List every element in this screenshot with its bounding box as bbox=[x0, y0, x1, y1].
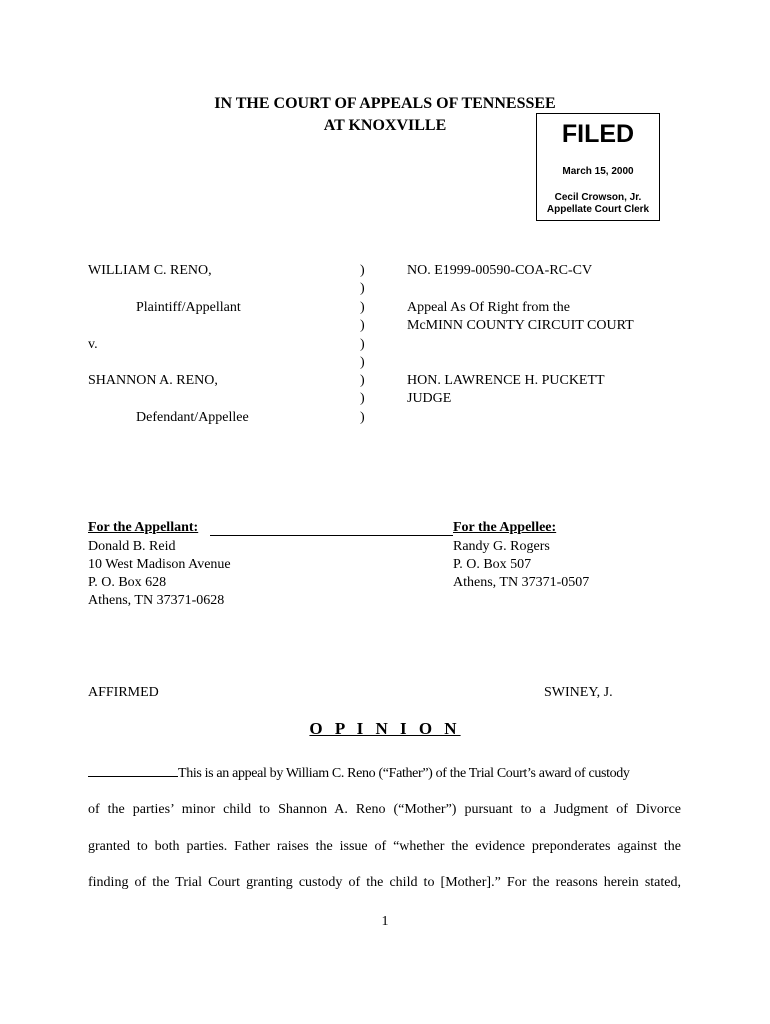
caption-paren: ) bbox=[360, 373, 365, 388]
caption-paren: ) bbox=[360, 281, 365, 296]
appellant-counsel-heading: For the Appellant: bbox=[88, 520, 199, 535]
counsel-heading-rule bbox=[210, 535, 453, 536]
body-line-3: granted to both parties. Father raises the issue of “whether the evidence preponderates against the bbox=[88, 839, 681, 854]
versus: v. bbox=[88, 337, 98, 352]
appellant-counsel-line: Athens, TN 37371-0628 bbox=[88, 593, 225, 608]
caption-paren: ) bbox=[360, 391, 365, 406]
clerk-name: Cecil Crowson, Jr. bbox=[554, 192, 642, 203]
filed-stamp-title: FILED bbox=[561, 120, 635, 148]
appellant-counsel-line: 10 West Madison Avenue bbox=[88, 557, 231, 572]
disposition: AFFIRMED bbox=[88, 685, 159, 700]
plaintiff-role: Plaintiff/Appellant bbox=[136, 300, 241, 315]
body-line-4: finding of the Trial Court granting custody of the child to [Mother].” For the reasons herein stated, bbox=[88, 875, 681, 890]
filed-stamp-date: March 15, 2000 bbox=[562, 166, 634, 177]
appellee-counsel-line: Athens, TN 37371-0507 bbox=[453, 575, 590, 590]
filed-stamp-clerk bbox=[537, 192, 659, 216]
appellee-counsel-line: P. O. Box 507 bbox=[453, 557, 532, 572]
caption-paren: ) bbox=[360, 300, 365, 315]
court-location: AT KNOXVILLE bbox=[323, 117, 447, 134]
caption-paren: ) bbox=[360, 410, 365, 425]
clerk-title: Appellate Court Clerk bbox=[546, 204, 650, 215]
judge-line-2: JUDGE bbox=[407, 391, 452, 406]
judge-line-1: HON. LAWRENCE H. PUCKETT bbox=[407, 373, 605, 388]
opinion-title: O P I N I O N bbox=[309, 719, 461, 738]
case-number: NO. E1999-00590-COA-RC-CV bbox=[407, 263, 593, 278]
filed-stamp bbox=[536, 113, 660, 221]
plaintiff-name: WILLIAM C. RENO, bbox=[88, 263, 212, 278]
caption-paren: ) bbox=[360, 318, 365, 333]
appeal-line-1: Appeal As Of Right from the bbox=[407, 300, 570, 315]
opinion-author: SWINEY, J. bbox=[544, 685, 613, 700]
defendant-name: SHANNON A. RENO, bbox=[88, 373, 218, 388]
appellant-counsel-line: P. O. Box 628 bbox=[88, 575, 167, 590]
caption-paren: ) bbox=[360, 337, 365, 352]
appellee-counsel-line: Randy G. Rogers bbox=[453, 539, 550, 554]
appeal-line-2: McMINN COUNTY CIRCUIT COURT bbox=[407, 318, 634, 333]
body-line-1 bbox=[88, 764, 681, 783]
caption-paren: ) bbox=[360, 263, 365, 278]
body-line-2: of the parties’ minor child to Shannon A. Reno (“Mother”) pursuant to a Judgment of Divorce bbox=[88, 802, 681, 817]
body-line-text: This is an appeal by William C. Reno (“Father”) of the Trial Court’s award of custody bbox=[178, 766, 630, 781]
paragraph-indent-rule bbox=[88, 764, 178, 777]
defendant-role: Defendant/Appellee bbox=[136, 410, 249, 425]
page-number: 1 bbox=[381, 914, 389, 929]
court-heading: IN THE COURT OF APPEALS OF TENNESSEE bbox=[214, 95, 556, 112]
caption-paren: ) bbox=[360, 355, 365, 370]
appellee-counsel-heading: For the Appellee: bbox=[453, 520, 557, 535]
appellant-counsel-line: Donald B. Reid bbox=[88, 539, 176, 554]
